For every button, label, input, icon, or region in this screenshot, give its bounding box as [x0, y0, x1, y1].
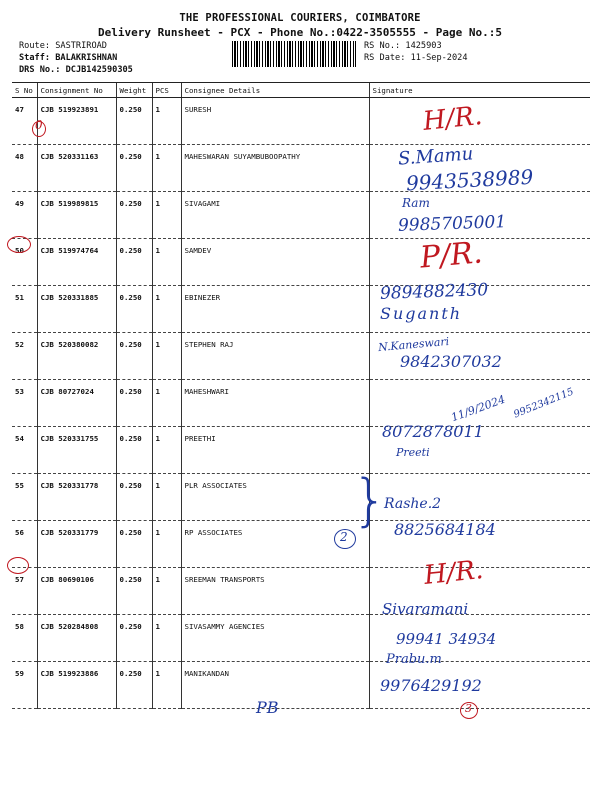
col-consignment: Consignment No	[37, 83, 116, 98]
consignment-cell: CJB 520331755	[37, 427, 116, 474]
weight-cell: 0.250	[116, 145, 152, 192]
pcs-cell: 1	[152, 333, 181, 380]
consignee-cell: SREEMAN TRANSPORTS	[181, 568, 369, 615]
consignment-cell: CJB 80727024	[37, 380, 116, 427]
table-row	[12, 239, 590, 286]
signature-row49: Ram	[402, 196, 430, 210]
consignee-cell: MAHESWARAN SUYAMBUBOOPATHY	[181, 145, 369, 192]
pcs-cell: 1	[152, 145, 181, 192]
table-row	[12, 427, 590, 474]
table-row	[12, 286, 590, 333]
sno-cell: 56	[12, 521, 37, 568]
weight-cell: 0.250	[116, 380, 152, 427]
consignee-cell: SURESH	[181, 98, 369, 145]
weight-cell: 0.250	[116, 427, 152, 474]
runsheet-subtitle: Delivery Runsheet - PCX - Phone No.:0422-3505555 - Page No.:5	[98, 26, 502, 39]
signature-row51: Suganth	[380, 304, 463, 323]
phone-row51: 9894882430	[379, 280, 489, 304]
sno-cell: 48	[12, 145, 37, 192]
consignee-cell: MAHESHWARI	[181, 380, 369, 427]
sno-cell: 47	[12, 98, 37, 145]
weight-cell: 0.250	[116, 192, 152, 239]
col-signature: Signature	[369, 83, 590, 98]
consignee-cell: EBINEZER	[181, 286, 369, 333]
table-row	[12, 615, 590, 662]
signature-row52: N.Kaneswari	[377, 334, 450, 355]
phone-row54: 8072878011	[382, 422, 484, 441]
consignee-cell: SIVASAMMY AGENCIES	[181, 615, 369, 662]
row47-mark: 0	[35, 118, 43, 132]
weight-cell: 0.250	[116, 568, 152, 615]
signature-row48: S.Mamu	[397, 143, 474, 170]
table-row	[12, 98, 590, 145]
route-value: SASTRIROAD	[55, 41, 107, 51]
footer-initials: PB	[256, 698, 279, 717]
signature-row59: Prabu.m	[386, 652, 442, 667]
consignee-cell: MANIKANDAN	[181, 662, 369, 709]
table-row	[12, 521, 590, 568]
signature-row58: Sivaramani	[382, 600, 469, 618]
consignment-cell: CJB 519923891	[37, 98, 116, 145]
pr-mark-row50: P/R.	[418, 235, 484, 276]
pcs-cell: 1	[152, 98, 181, 145]
company-title: THE PROFESSIONAL COURIERS, COIMBATORE	[179, 12, 421, 24]
consignee-cell: RP ASSOCIATES	[181, 521, 369, 568]
signature-row54: Preeti	[396, 446, 430, 459]
pcs-cell: 1	[152, 286, 181, 333]
phone-row52: 9842307032	[400, 352, 502, 371]
consignment-cell: CJB 80690106	[37, 568, 116, 615]
sno-cell: 59	[12, 662, 37, 709]
sno-cell: 50	[12, 239, 37, 286]
sno-cell: 52	[12, 333, 37, 380]
rs-date-label: RS Date:	[364, 53, 406, 63]
weight-cell: 0.250	[116, 662, 152, 709]
rs-no-value: 1425903	[405, 41, 442, 51]
staff-line	[19, 53, 117, 63]
consignment-cell: CJB 519974764	[37, 239, 116, 286]
weight-cell: 0.250	[116, 286, 152, 333]
rs-no-line	[364, 41, 442, 51]
sno-cell: 54	[12, 427, 37, 474]
barcode	[232, 41, 356, 67]
pcs-cell: 1	[152, 192, 181, 239]
signature-row55-56: Rashe.2	[384, 496, 442, 512]
sno-cell: 55	[12, 474, 37, 521]
rs-date-value: 11-Sep-2024	[410, 53, 468, 63]
brace-mark: }	[352, 468, 388, 533]
staff-label: Staff:	[19, 53, 51, 63]
route-label: Route:	[19, 41, 51, 51]
consignment-cell: CJB 519923886	[37, 662, 116, 709]
col-pcs: PCS	[152, 83, 181, 98]
weight-cell: 0.250	[116, 333, 152, 380]
pcs-cell: 1	[152, 474, 181, 521]
col-sno: S No	[12, 83, 37, 98]
weight-cell: 0.250	[116, 615, 152, 662]
rs-date-line	[364, 53, 468, 63]
consignment-cell: CJB 520331779	[37, 521, 116, 568]
hr-mark-row47: H/R.	[421, 100, 484, 138]
pcs-cell: 1	[152, 380, 181, 427]
phone-row59: 9976429192	[380, 676, 482, 695]
sno-cell: 57	[12, 568, 37, 615]
table-row	[12, 568, 590, 615]
consignment-cell: CJB 520331778	[37, 474, 116, 521]
consignment-cell: CJB 520380082	[37, 333, 116, 380]
col-consignee: Consignee Details	[181, 83, 369, 98]
date-row53: 11/9/2024	[449, 392, 507, 425]
weight-cell: 0.250	[116, 521, 152, 568]
circle-3-label: 3	[465, 702, 472, 715]
rs-no-label: RS No.:	[364, 41, 401, 51]
sno-cell: 51	[12, 286, 37, 333]
table-header-row	[12, 83, 590, 98]
weight-cell: 0.250	[116, 98, 152, 145]
sno-cell: 49	[12, 192, 37, 239]
consignee-cell: SAMDEV	[181, 239, 369, 286]
consignment-cell: CJB 520284808	[37, 615, 116, 662]
staff-value: BALAKRISHNAN	[55, 53, 118, 63]
phone-row58: 99941 34934	[396, 630, 497, 648]
drs-line	[19, 65, 133, 75]
weight-cell: 0.250	[116, 239, 152, 286]
pcs-cell: 1	[152, 521, 181, 568]
pcs-cell: 1	[152, 662, 181, 709]
route-line	[19, 41, 107, 51]
red-circle-row50	[7, 236, 31, 253]
consignment-cell: CJB 520331885	[37, 286, 116, 333]
sno-cell: 53	[12, 380, 37, 427]
pcs-cell: 1	[152, 239, 181, 286]
phone-row56: 8825684184	[394, 520, 496, 539]
table-row	[12, 662, 590, 709]
phone-row49: 9985705001	[397, 212, 507, 236]
sno-cell: 58	[12, 615, 37, 662]
pcs-cell: 1	[152, 568, 181, 615]
drs-label: DRS No.:	[19, 65, 61, 75]
consignee-cell: PLR ASSOCIATES	[181, 474, 369, 521]
pcs-cell: 1	[152, 615, 181, 662]
col-weight: Weight	[116, 83, 152, 98]
hr-mark-row57: H/R.	[422, 554, 485, 592]
consignment-cell: CJB 519989815	[37, 192, 116, 239]
circle-2-label: 2	[340, 530, 348, 544]
phone-row48: 9943538989	[405, 164, 534, 196]
weight-cell: 0.250	[116, 474, 152, 521]
table-row	[12, 474, 590, 521]
consignee-cell: STEPHEN RAJ	[181, 333, 369, 380]
table-row	[12, 333, 590, 380]
phone-row53: 9952342115	[512, 386, 576, 421]
red-circle-row57	[7, 557, 29, 574]
drs-value: DCJB142590305	[65, 65, 133, 75]
pcs-cell: 1	[152, 427, 181, 474]
consignment-cell: CJB 520331163	[37, 145, 116, 192]
consignee-cell: SIVAGAMI	[181, 192, 369, 239]
consignee-cell: PREETHI	[181, 427, 369, 474]
